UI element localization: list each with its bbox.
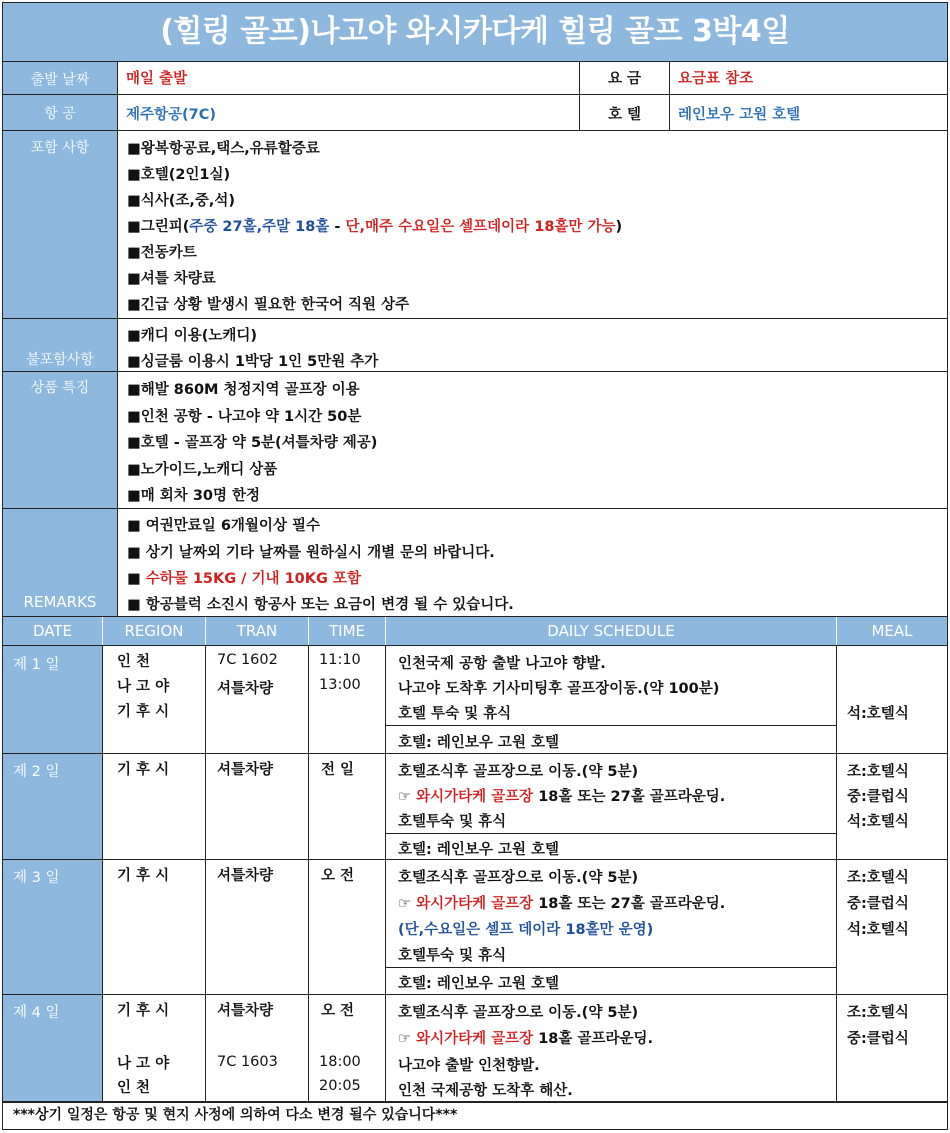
included-section [3,130,947,318]
feature-item: ■매 회차 30명 한정 [127,488,261,504]
included-item: ■전동카트 [127,245,197,261]
day-1-date-cell [3,646,103,753]
day-3-meal-cell [837,860,947,994]
flight-number: 7C 1602 [217,652,278,668]
excluded-label: 불포함사항 [26,352,94,368]
hotel-label-cell [580,95,670,130]
hotel-line: 호텔: 레인보우 고원 호텔 [398,735,560,751]
pointing-hand-icon: ☞ [398,896,417,912]
greenfee-dash: - [329,219,346,235]
greenfee-suffix: ) [615,219,623,235]
day-2-row [3,754,947,860]
greenfee-item [127,215,622,236]
hotel-value: 레인보우 고원 호텔 [678,107,801,123]
greenfee-weekday: 주중 27홀,주말 18홀 [189,219,330,235]
day-2-meal-cell [837,754,947,859]
schedule-line: 호텔조식후 골프장으로 이동.(약 5분) [398,764,639,780]
transport: 셔틀차량 [217,1003,274,1019]
excluded-item: ■싱글룸 이용시 1박당 1인 5만원 추가 [127,354,379,370]
features-label-cell [3,372,118,508]
schedule-line: 호텔투숙 및 휴식 [398,948,507,964]
golf-line [398,785,725,806]
remark-item: ■ 상기 날짜외 기타 날짜를 원하실시 개별 문의 바랍니다. [127,545,495,561]
day-4-date: 제 4 일 [13,1005,60,1021]
day-3-date: 제 3 일 [13,870,60,886]
header-meal: MEAL [871,622,913,640]
time: 11:10 [319,652,361,668]
pointing-hand-icon: ☞ [398,789,417,805]
day-1-region-cell [103,646,206,753]
greenfee-wednesday-note: 단,매주 수요일은 셀프데이라 18홀만 가능 [345,219,616,235]
divider [386,833,836,834]
meal: 중:클럽식 [847,789,909,805]
meal: 석:호텔식 [847,922,909,938]
day-3-row [3,860,947,995]
time: 오 전 [321,1003,355,1019]
airline-value: 제주항공(7C) [126,107,217,123]
header-daily-schedule: DAILY SCHEDULE [386,617,837,645]
header-tran: TRAN [206,617,309,645]
day-4-tran-cell [206,995,309,1102]
included-label: 포함 사항 [30,140,90,156]
golf-course-name: 와시가타케 골프장 [416,896,534,912]
schedule-header [3,616,947,646]
region: 인 천 [117,1080,151,1096]
time: 20:05 [319,1078,361,1094]
meal: 중:클럽식 [847,1031,909,1047]
golf-line [398,892,725,913]
meal: 조:호텔식 [847,1005,909,1021]
time: 오 전 [321,868,355,884]
day-3-time-cell [309,860,386,994]
header-date: DATE [3,617,103,645]
included-item: ■식사(조,중,석) [127,193,236,209]
day-1-meal-cell [837,646,947,753]
wednesday-note: (단,수요일은 셀프 데이라 18홀만 운영) [398,922,654,938]
day-1-time-cell [309,646,386,753]
departure-label: 출발 날짜 [30,72,90,88]
day-2-region-cell [103,754,206,859]
golf-detail: 18홀 또는 27홀 골프라운딩. [533,789,726,805]
day-3-tran-cell [206,860,309,994]
day-3-date-cell [3,860,103,994]
schedule-line: 호텔조식후 골프장으로 이동.(약 5분) [398,1005,639,1021]
day-4-row [3,995,947,1103]
baggage-prefix: ■ [127,571,146,587]
baggage-allowance: 수하물 15KG / 기내 10KG 포함 [145,571,361,587]
golf-course-name: 와시가타케 골프장 [416,789,534,805]
included-label-cell [3,131,118,318]
day-4-region-cell [103,995,206,1102]
flight-number: 7C 1603 [217,1054,278,1070]
region: 기 후 시 [117,704,170,720]
golf-course-name: 와시가타케 골프장 [416,1031,534,1047]
header-region: REGION [103,617,206,645]
day-4-schedule-cell [386,995,837,1102]
remarks-section [3,508,947,616]
included-item: ■셔틀 차량료 [127,271,216,287]
meal: 석:호텔식 [847,814,909,830]
airline-row [3,94,947,130]
meal: 중:클럽식 [847,896,909,912]
transport: 셔틀차량 [217,762,274,778]
departure-row [3,61,947,94]
time: 전 일 [321,762,355,778]
divider [386,725,836,726]
remarks-label: REMARKS [23,593,97,611]
features-section [3,371,947,508]
hotel-value-cell [670,95,947,130]
day-3-schedule-cell [386,860,837,994]
hotel-line: 호텔: 레인보우 고원 호텔 [398,842,560,858]
day-2-schedule-cell [386,754,837,859]
time: 13:00 [319,677,361,693]
feature-item: ■해발 860M 청정지역 골프장 이용 [127,382,360,398]
meal: 조:호텔식 [847,764,909,780]
header-time: TIME [309,617,386,645]
meal: 석:호텔식 [847,706,909,722]
schedule-line: 나고야 출발 인천향발. [398,1058,540,1074]
day-2-time-cell [309,754,386,859]
tour-itinerary-sheet [2,2,948,1130]
pointing-hand-icon: ☞ [398,1031,417,1047]
schedule-line: 인천 국제공항 도착후 해산. [398,1083,573,1099]
excluded-item: ■캐디 이용(노캐디) [127,328,258,344]
schedule-line: 호텔투숙 및 휴식 [398,814,507,830]
time: 18:00 [319,1054,361,1070]
schedule-line: 나고야 도착후 기사미팅후 골프장이동.(약 100분) [398,681,720,697]
airline-label: 항 공 [44,106,76,122]
meal: 조:호텔식 [847,870,909,886]
divider [386,967,836,968]
airline-label-cell [3,95,118,130]
fare-label: 요 금 [607,71,642,87]
feature-item: ■노가이드,노캐디 상품 [127,462,278,478]
remark-item: ■ 항공블럭 소진시 항공사 또는 요금이 변경 될 수 있습니다. [127,597,514,613]
day-1-tran-cell [206,646,309,753]
day-1-schedule-cell [386,646,837,753]
fare-label-cell [580,62,670,94]
feature-item: ■호텔 - 골프장 약 5분(셔틀차량 제공) [127,435,378,451]
airline-value-cell [118,95,580,130]
departure-value-cell [118,62,580,94]
remarks-label-cell [3,509,118,616]
region: 인 천 [117,654,151,670]
fare-value: 요금표 참조 [678,71,754,87]
included-item: ■왕복항공료,택스,유류할증료 [127,141,320,157]
day-1-date: 제 1 일 [13,657,60,673]
schedule-line: 호텔 투숙 및 휴식 [398,706,512,722]
feature-item: ■인천 공항 - 나고야 약 1시간 50분 [127,409,362,425]
features-label: 상품 특징 [30,380,90,396]
baggage-remark [127,567,361,588]
day-2-date: 제 2 일 [13,764,60,780]
fare-value-cell [670,62,947,94]
golf-detail: 18홀 또는 27홀 골프라운딩. [533,896,726,912]
golf-detail: 18홀 골프라운딩. [533,1031,653,1047]
golf-line [398,1027,653,1048]
region: 기 후 시 [117,1003,170,1019]
page-title: (힐링 골프)나고야 와시카다케 힐링 골프 3박4일 [3,3,947,61]
day-3-region-cell [103,860,206,994]
hotel-label: 호 텔 [607,107,642,123]
region: 기 후 시 [117,868,170,884]
day-2-tran-cell [206,754,309,859]
greenfee-prefix: ■그린피( [127,219,190,235]
footer-notice: ***상기 일정은 항공 및 현지 사정에 의하여 다소 변경 될수 있습니다*** [3,1101,947,1129]
included-item: ■호텔(2인1실) [127,167,231,183]
schedule-line: 인천국제 공항 출발 나고야 향발. [398,656,606,672]
departure-label-cell [3,62,118,94]
schedule-line: 호텔조식후 골프장으로 이동.(약 5분) [398,870,639,886]
region: 나 고 야 [117,1056,170,1072]
day-2-date-cell [3,754,103,859]
hotel-line: 호텔: 레인보우 고원 호텔 [398,976,560,992]
excluded-section [3,318,947,371]
day-4-meal-cell [837,995,947,1102]
included-item: ■긴급 상황 발생시 필요한 한국어 직원 상주 [127,297,410,313]
day-4-time-cell [309,995,386,1102]
excluded-label-cell [3,319,118,371]
region: 나 고 야 [117,679,170,695]
transport: 셔틀차량 [217,868,274,884]
day-1-row [3,646,947,754]
departure-value: 매일 출발 [126,71,188,87]
transport: 셔틀차량 [217,681,274,697]
day-4-date-cell [3,995,103,1102]
region: 기 후 시 [117,762,170,778]
remark-item: ■ 여권만료일 6개월이상 필수 [127,518,321,534]
